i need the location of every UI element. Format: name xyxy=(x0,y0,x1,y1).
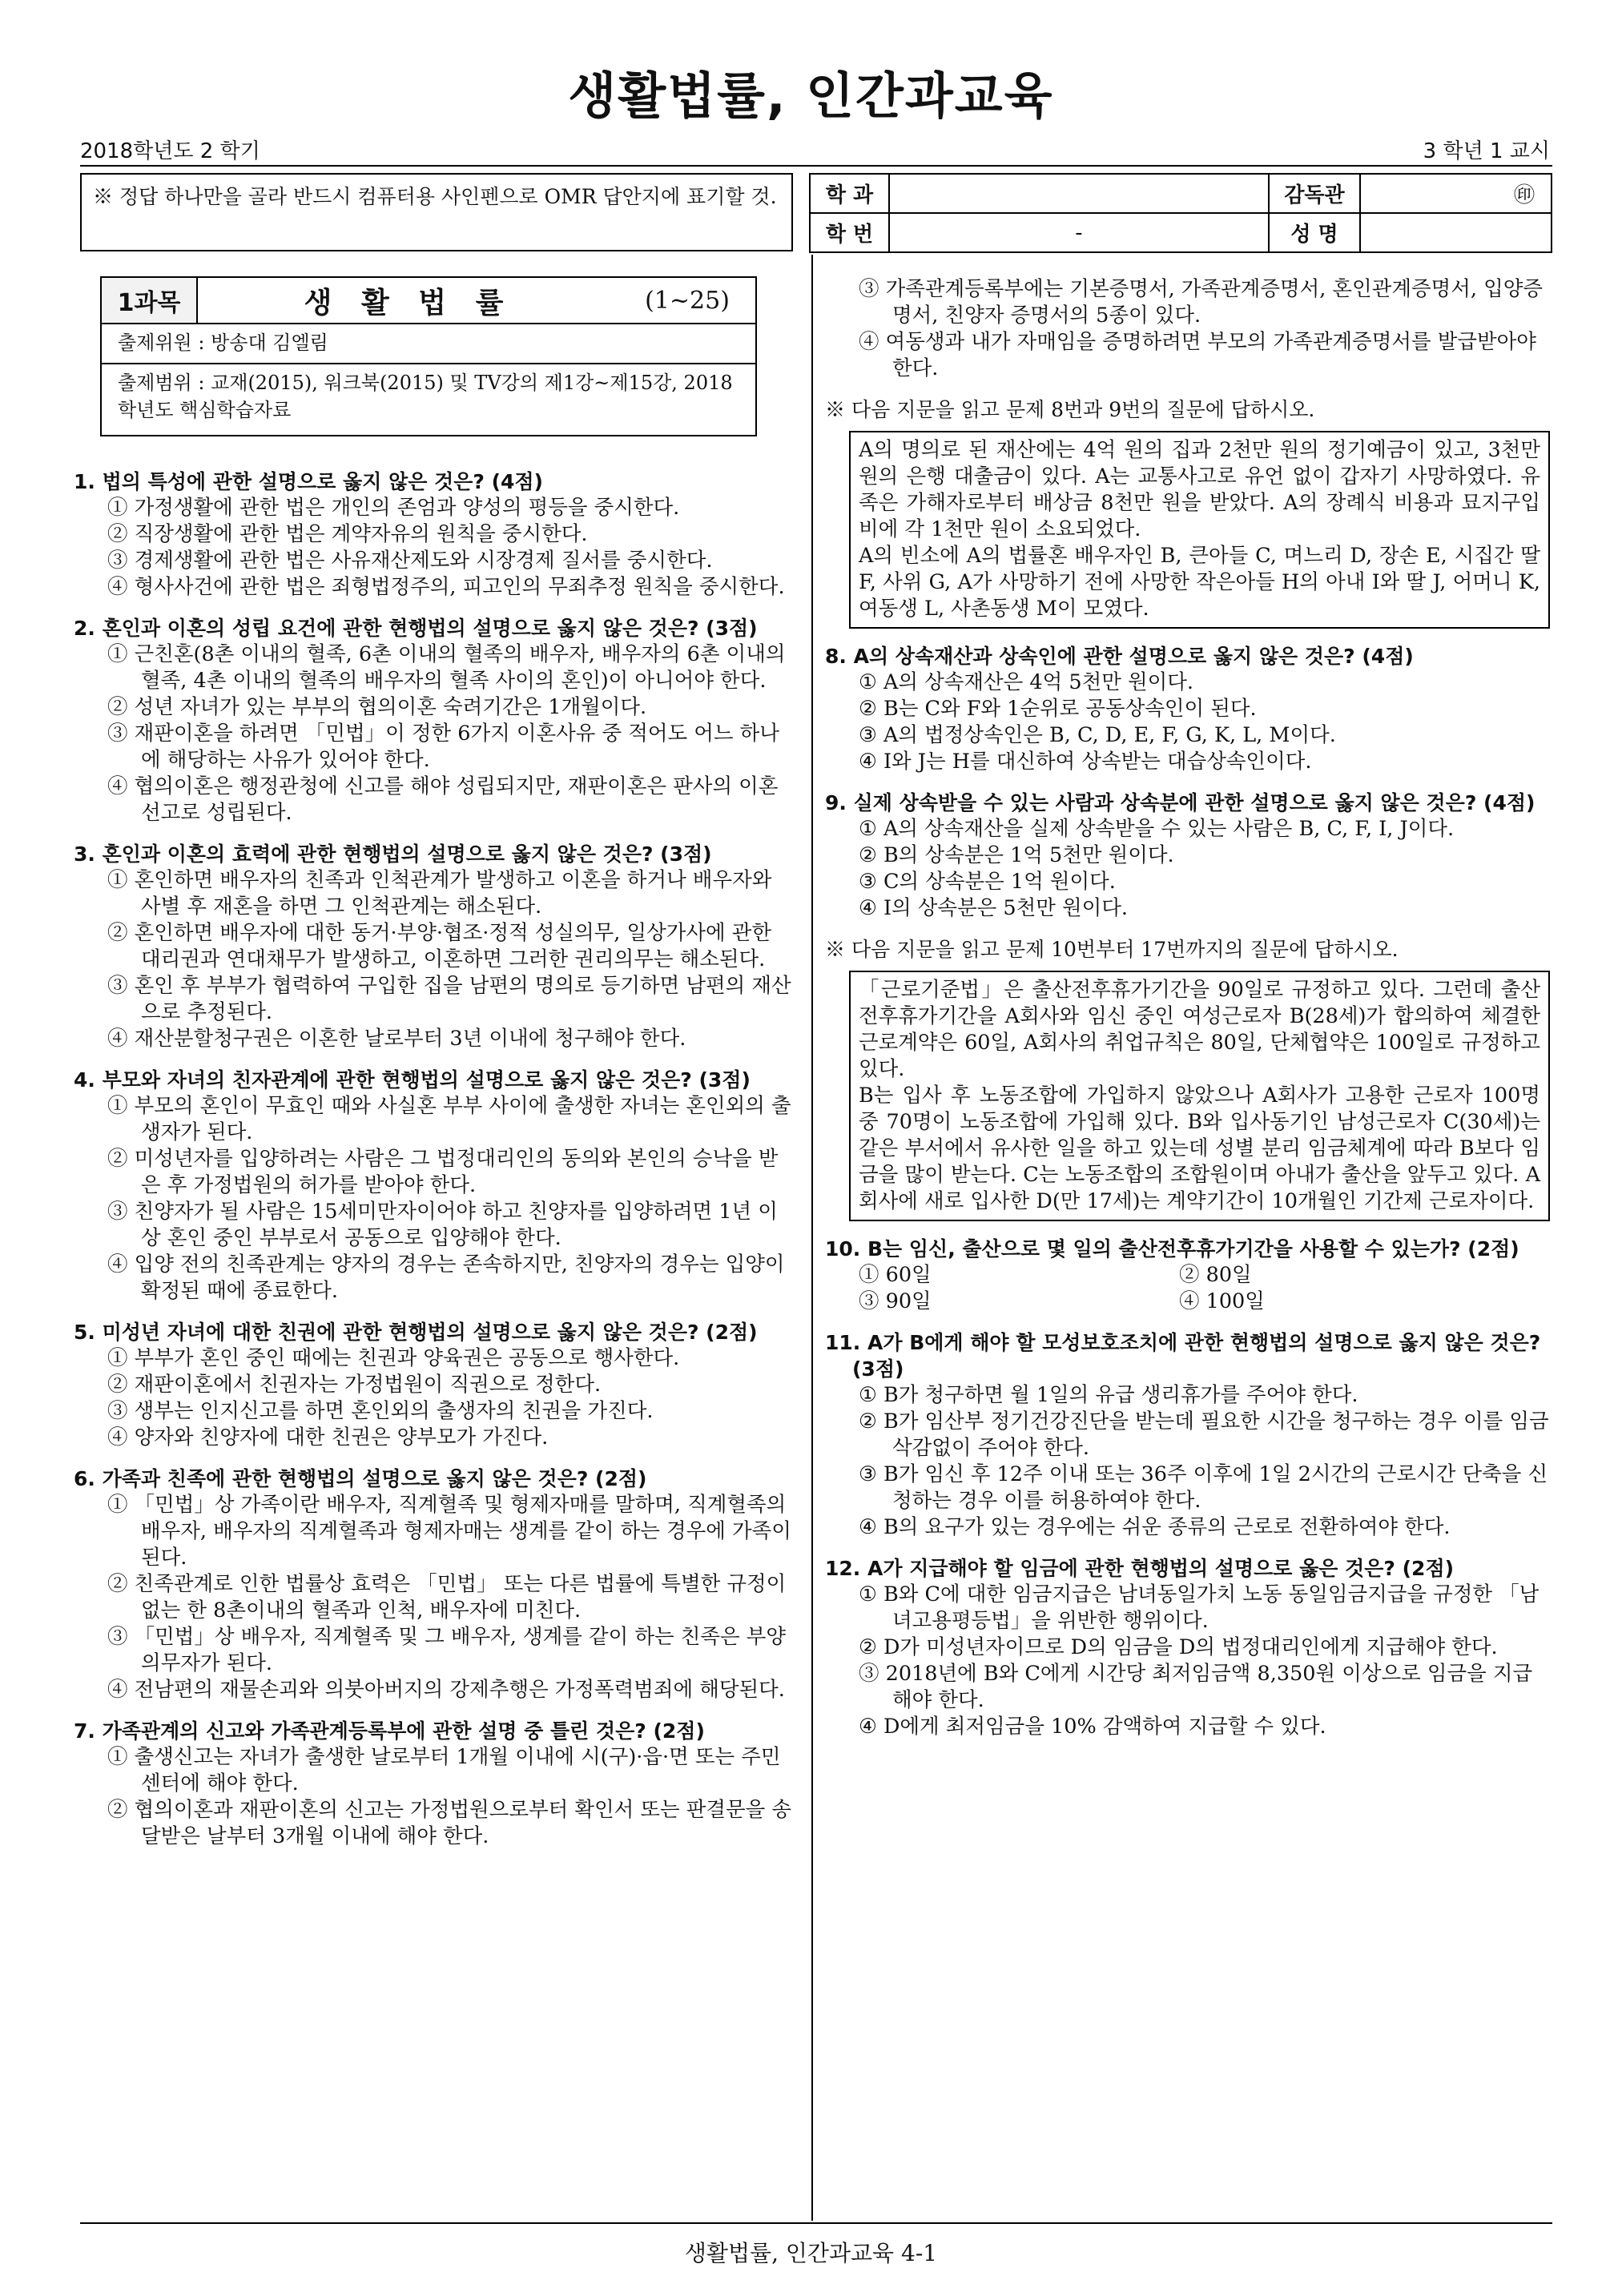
question-stem: 9. 실제 상속받을 수 있는 사람과 상속분에 관한 설명으로 옳지 않은 것은? (4점) xyxy=(825,791,1535,814)
answer-option[interactable]: ③ 90일 xyxy=(859,1289,932,1313)
answer-option[interactable]: ③ 재판이혼을 하려면 「민법」이 정한 6가지 이혼사유 중 적어도 어느 하나에 해당하는 사유가 있어야 한다. xyxy=(107,722,779,772)
question-6 xyxy=(74,1466,795,1703)
question-11 xyxy=(825,1329,1550,1541)
question-stem: 4. 부모와 자녀의 친자관계에 관한 현행법의 설명으로 옳지 않은 것은? (3점) xyxy=(74,1068,751,1092)
answer-option[interactable]: ④ 형사사건에 관한 법은 죄형법정주의, 피고인의 무죄추정 원칙을 중시한다. xyxy=(107,575,785,599)
answer-option[interactable]: ② 혼인하면 배우자에 대한 동거·부양·협조·정적 성실의무, 일상가사에 관한 대리권과 연대채무가 발생하고, 이혼하면 그러한 권리의무는 해소된다. xyxy=(107,921,772,971)
passage-box xyxy=(849,971,1550,1221)
answer-option[interactable]: ① 출생신고는 자녀가 출생한 날로부터 1개월 이내에 시(구)·읍·면 또는 주민센터에 해야 한다. xyxy=(107,1745,781,1795)
answer-option[interactable]: ① 부모의 혼인이 무효인 때와 사실혼 부부 사이에 출생한 자녀는 혼인외의 출생자가 된다. xyxy=(107,1094,791,1144)
scope-row: 출제범위 : 교재(2015), 워크북(2015) 및 TV강의 제1강~제15강, 2018학년도 핵심학습자료 xyxy=(100,364,757,436)
question-7-continued xyxy=(825,276,1550,382)
question-stem: 10. B는 임신, 출산으로 몇 일의 출산전후휴가기간을 사용할 수 있는가? (2점) xyxy=(825,1237,1519,1261)
answer-option[interactable]: ③ 친양자가 될 사람은 15세미만자이어야 하고 친양자를 입양하려면 1년 이상 혼인 중인 부부로서 공동으로 입양해야 한다. xyxy=(107,1200,778,1250)
passage-paragraph: A의 명의로 된 재산에는 4억 원의 집과 2천만 원의 정기예금이 있고, 3천만 원의 은행 대출금이 있다. A는 교통사고로 유언 없이 갑자기 사망하였다. 유족은 가해자로부터 배상금 8천만 원을 받았다. A의 장례식 비용과 묘지구입비에 각 1천만 원이 소요되었다. xyxy=(859,438,1540,541)
answer-option[interactable]: ② 친족관계로 인한 법률상 효력은 「민법」 또는 다른 법률에 특별한 규정이 없는 한 8촌이내의 혈족과 인척, 배우자에 미친다. xyxy=(107,1572,787,1622)
passage-paragraph: 「근로기준법」은 출산전후휴가기간을 90일로 규정하고 있다. 그런데 출산전후휴가기간을 A회사와 임신 중인 여성근로자 B(28세)가 합의하여 체결한 근로계약은 60일, A회사의 취업규칙은 80일, 단체협약은 100일로 규정하고 있다. xyxy=(859,978,1540,1081)
answer-option[interactable]: ② 미성년자를 입양하려는 사람은 그 법정대리인의 동의와 본인의 승낙을 받은 후 가정법원의 허가를 받아야 한다. xyxy=(107,1147,779,1197)
question-stem: 6. 가족과 친족에 관한 현행법의 설명으로 옳지 않은 것은? (2점) xyxy=(74,1467,647,1490)
answer-option[interactable]: ③ 2018년에 B와 C에게 시간당 최저임금액 8,350원 이상으로 임금을 지급해야 한다. xyxy=(859,1662,1533,1712)
column-separator xyxy=(811,255,813,2221)
page-footer: 생활법률, 인간과교육 4-1 xyxy=(684,2240,938,2266)
question-stem: 2. 혼인과 이혼의 성립 요건에 관한 현행법의 설명으로 옳지 않은 것은? (3점) xyxy=(74,617,758,640)
option-row xyxy=(825,1289,1550,1315)
semester-label: 2018학년도 2 학기 xyxy=(80,139,260,163)
answer-option[interactable]: ① 60일 xyxy=(859,1263,932,1287)
omr-notice: ※ 정답 하나만을 골라 반드시 컴퓨터용 사인펜으로 OMR 답안지에 표기할 것. xyxy=(80,173,793,251)
passage-paragraph: B는 입사 후 노동조합에 가입하지 않았으나 A회사가 고용한 근로자 100명 중 70명이 노동조합에 가입해 있다. B와 입사동기인 남성근로자 C(30세)는 같은 부서에서 유사한 일을 하고 있는데 성별 분리 임금체계에 따라 B보다 임금을 많이 받는다. C는 노동조합의 조합원이며 아내가 출산을 앞두고 있다. A회사에 새로 입사한 D(만 17세)는 계약기간이 10개월인 기간제 근로자이다. xyxy=(859,1084,1540,1213)
question-stem: 5. 미성년 자녀에 대한 친권에 관한 현행법의 설명으로 옳지 않은 것은? (2점) xyxy=(74,1321,758,1344)
answer-option[interactable]: ② B의 상속분은 1억 5천만 원이다. xyxy=(859,843,1174,867)
name-label: 성 명 xyxy=(1269,213,1360,252)
answer-option[interactable]: ③ C의 상속분은 1억 원이다. xyxy=(859,870,1116,894)
answer-option[interactable]: ① A의 상속재산은 4억 5천만 원이다. xyxy=(859,670,1193,694)
answer-option[interactable]: ② 성년 자녀가 있는 부부의 협의이혼 숙려기간은 1개월이다. xyxy=(107,695,647,719)
answer-option[interactable]: ③ 혼인 후 부부가 협력하여 구입한 집을 남편의 명의로 등기하면 남편의 재산으로 추정된다. xyxy=(107,974,791,1024)
subject-number: 1과목 xyxy=(102,278,198,323)
student-info-table xyxy=(809,173,1552,253)
answer-option[interactable]: ③ 생부는 인지신고를 하면 혼인외의 출생자의 친권을 가진다. xyxy=(107,1399,654,1423)
answer-option[interactable]: ① 가정생활에 관한 법은 개인의 존엄과 양성의 평등을 중시한다. xyxy=(107,496,680,520)
answer-option[interactable]: ① B와 C에 대한 임금지급은 남녀동일가치 노동 동일임금지급을 규정한 「남녀고용평등법」을 위반한 행위이다. xyxy=(859,1582,1539,1633)
question-stem: 7. 가족관계의 신고와 가족관계등록부에 관한 설명 중 틀린 것은? (2점) xyxy=(74,1719,705,1743)
question-10 xyxy=(825,1236,1550,1315)
answer-option[interactable]: ④ 전남편의 재물손괴와 의붓아버지의 강제추행은 가정폭력범죄에 해당된다. xyxy=(107,1678,785,1702)
answer-option[interactable]: ② 80일 xyxy=(1179,1263,1252,1287)
supervisor-seal[interactable]: ㊞ xyxy=(1360,174,1552,213)
answer-option[interactable]: ③ 경제생활에 관한 법은 사유재산제도와 시장경제 질서를 중시한다. xyxy=(107,549,713,573)
question-8 xyxy=(825,643,1550,775)
passage-paragraph: A의 빈소에 A의 법률혼 배우자인 B, 큰아들 C, 며느리 D, 장손 E, 시집간 딸 F, 사위 G, A가 사망하기 전에 사망한 작은아들 H의 아내 I와 딸 J, 어머니 K, 여동생 L, 사촌동생 M이 모였다. xyxy=(859,544,1540,621)
question-4 xyxy=(74,1067,795,1305)
answer-option[interactable]: ③ 「민법」상 배우자, 직계혈족 및 그 배우자, 생계를 같이 하는 친족은 부양의무자가 된다. xyxy=(107,1625,786,1675)
answer-option[interactable]: ④ 재산분할청구권은 이혼한 날로부터 3년 이내에 청구해야 한다. xyxy=(107,1027,686,1051)
answer-option[interactable]: ② D가 미성년자이므로 D의 임금을 D의 법정대리인에게 지급해야 한다. xyxy=(859,1635,1498,1659)
question-stem: 3. 혼인과 이혼의 효력에 관한 현행법의 설명으로 옳지 않은 것은? (3점) xyxy=(74,842,712,866)
answer-option[interactable]: ③ A의 법정상속인은 B, C, D, E, F, G, K, L, M이다. xyxy=(859,723,1336,747)
answer-option[interactable]: ① B가 청구하면 월 1일의 유급 생리휴가를 주어야 한다. xyxy=(859,1383,1358,1407)
answer-option[interactable]: ④ 협의이혼은 행정관청에 신고를 해야 성립되지만, 재판이혼은 판사의 이혼선고로 성립된다. xyxy=(107,774,779,825)
question-stem: 11. A가 B에게 해야 할 모성보호조치에 관한 현행법의 설명으로 옳지 않은 것은? (3점) xyxy=(825,1331,1541,1381)
answer-option[interactable]: ② 재판이혼에서 친권자는 가정법원이 직권으로 정한다. xyxy=(107,1373,602,1397)
answer-option[interactable]: ② 협의이혼과 재판이혼의 신고는 가정법원으로부터 확인서 또는 판결문을 송달받은 날부터 3개월 이내에 해야 한다. xyxy=(107,1798,791,1848)
answer-option[interactable]: ② 직장생활에 관한 법은 계약자유의 원칙을 중시한다. xyxy=(107,522,588,546)
question-9 xyxy=(825,790,1550,922)
answer-option[interactable]: ④ 여동생과 내가 자매임을 증명하려면 부모의 가족관계증명서를 발급받아야 한다. xyxy=(859,330,1536,380)
footer-rule xyxy=(80,2222,1552,2224)
answer-option[interactable]: ① 혼인하면 배우자의 친족과 인척관계가 발생하고 이혼을 하거나 배우자와 사별 후 재혼을 하면 그 인척관계는 해소된다. xyxy=(107,868,772,919)
question-stem: 12. A가 지급해야 할 임금에 관한 현행법의 설명으로 옳은 것은? (2점) xyxy=(825,1557,1455,1580)
question-12 xyxy=(825,1555,1550,1740)
author-row: 출제위원 : 방송대 김엘림 xyxy=(100,324,757,364)
dept-label: 학 과 xyxy=(810,174,889,213)
question-stem: 8. A의 상속재산과 상속인에 관한 설명으로 옳지 않은 것은? (4점) xyxy=(825,645,1414,668)
passage-intro: ※ 다음 지문을 읽고 문제 10번부터 17번까지의 질문에 답하시오. xyxy=(825,938,1399,961)
answer-option[interactable]: ④ I의 상속분은 5천만 원이다. xyxy=(859,896,1129,920)
question-2 xyxy=(74,615,795,826)
student-id-label: 학 번 xyxy=(810,213,889,252)
answer-option[interactable]: ① 부부가 혼인 중인 때에는 친권과 양육권은 공동으로 행사한다. xyxy=(107,1346,680,1370)
question-1 xyxy=(74,468,795,601)
header-rule xyxy=(80,165,1552,167)
right-column xyxy=(825,276,1550,1755)
question-5 xyxy=(74,1319,795,1451)
question-range: (1~25) xyxy=(645,286,730,315)
left-column xyxy=(74,468,795,1864)
supervisor-label: 감독관 xyxy=(1269,174,1360,213)
answer-option[interactable]: ④ I와 J는 H를 대신하여 상속받는 대습상속인이다. xyxy=(859,750,1312,774)
answer-option[interactable]: ② B가 임산부 정기건강진단을 받는데 필요한 시간을 청구하는 경우 이를 임금 삭감없이 주어야 한다. xyxy=(859,1409,1549,1460)
answer-option[interactable]: ③ B가 임신 후 12주 이내 또는 36주 이후에 1일 2시간의 근로시간 단축을 신청하는 경우 이를 허용하여야 한다. xyxy=(859,1462,1548,1513)
answer-option[interactable]: ③ 가족관계등록부에는 기본증명서, 가족관계증명서, 혼인관계증명서, 입양증명서, 친양자 증명서의 5종이 있다. xyxy=(859,277,1543,328)
question-stem: 1. 법의 특성에 관한 설명으로 옳지 않은 것은? (4점) xyxy=(74,470,543,493)
grade-period-label: 3 학년 1 교시 xyxy=(1423,139,1550,163)
question-7 xyxy=(74,1718,795,1850)
name-field[interactable] xyxy=(1360,213,1552,252)
passage-intro: ※ 다음 지문을 읽고 문제 8번과 9번의 질문에 답하시오. xyxy=(825,398,1315,421)
student-id-field[interactable]: - xyxy=(889,213,1269,252)
passage-box xyxy=(849,431,1550,629)
answer-option[interactable]: ④ 양자와 친양자에 대한 친권은 양부모가 가진다. xyxy=(107,1425,549,1450)
option-row xyxy=(825,1262,1550,1289)
answer-option[interactable]: ② B는 C와 F와 1순위로 공동상속인이 된다. xyxy=(859,697,1257,721)
question-3 xyxy=(74,841,795,1052)
answer-option[interactable]: ④ 100일 xyxy=(1179,1289,1265,1313)
answer-option[interactable]: ④ B의 요구가 있는 경우에는 쉬운 종류의 근로로 전환하여야 한다. xyxy=(859,1515,1451,1539)
page-title: 생활법률, 인간과교육 xyxy=(568,66,1054,125)
subject-name: 생 활 법 률 xyxy=(304,286,513,320)
subject-box xyxy=(100,276,757,324)
answer-option[interactable]: ① 근친혼(8촌 이내의 혈족, 6촌 이내의 혈족의 배우자, 배우자의 6촌 이내의 혈족, 4촌 이내의 혈족의 배우자의 혈족 사이의 혼인)이 아니어야 한다. xyxy=(107,642,786,693)
answer-option[interactable]: ① 「민법」상 가족이란 배우자, 직계혈족 및 형제자매를 말하며, 직계혈족의 배우자, 배우자의 직계혈족과 형제자매는 생계를 같이 하는 경우에 가족이 된다. xyxy=(107,1493,791,1570)
dept-field[interactable] xyxy=(889,174,1269,213)
answer-option[interactable]: ④ D에게 최저임금을 10% 감액하여 지급할 수 있다. xyxy=(859,1715,1326,1739)
answer-option[interactable]: ④ 입양 전의 친족관계는 양자의 경우는 존속하지만, 친양자의 경우는 입양이 확정된 때에 종료한다. xyxy=(107,1253,785,1303)
answer-option[interactable]: ① A의 상속재산을 실제 상속받을 수 있는 사람은 B, C, F, I, J이다. xyxy=(859,817,1455,841)
